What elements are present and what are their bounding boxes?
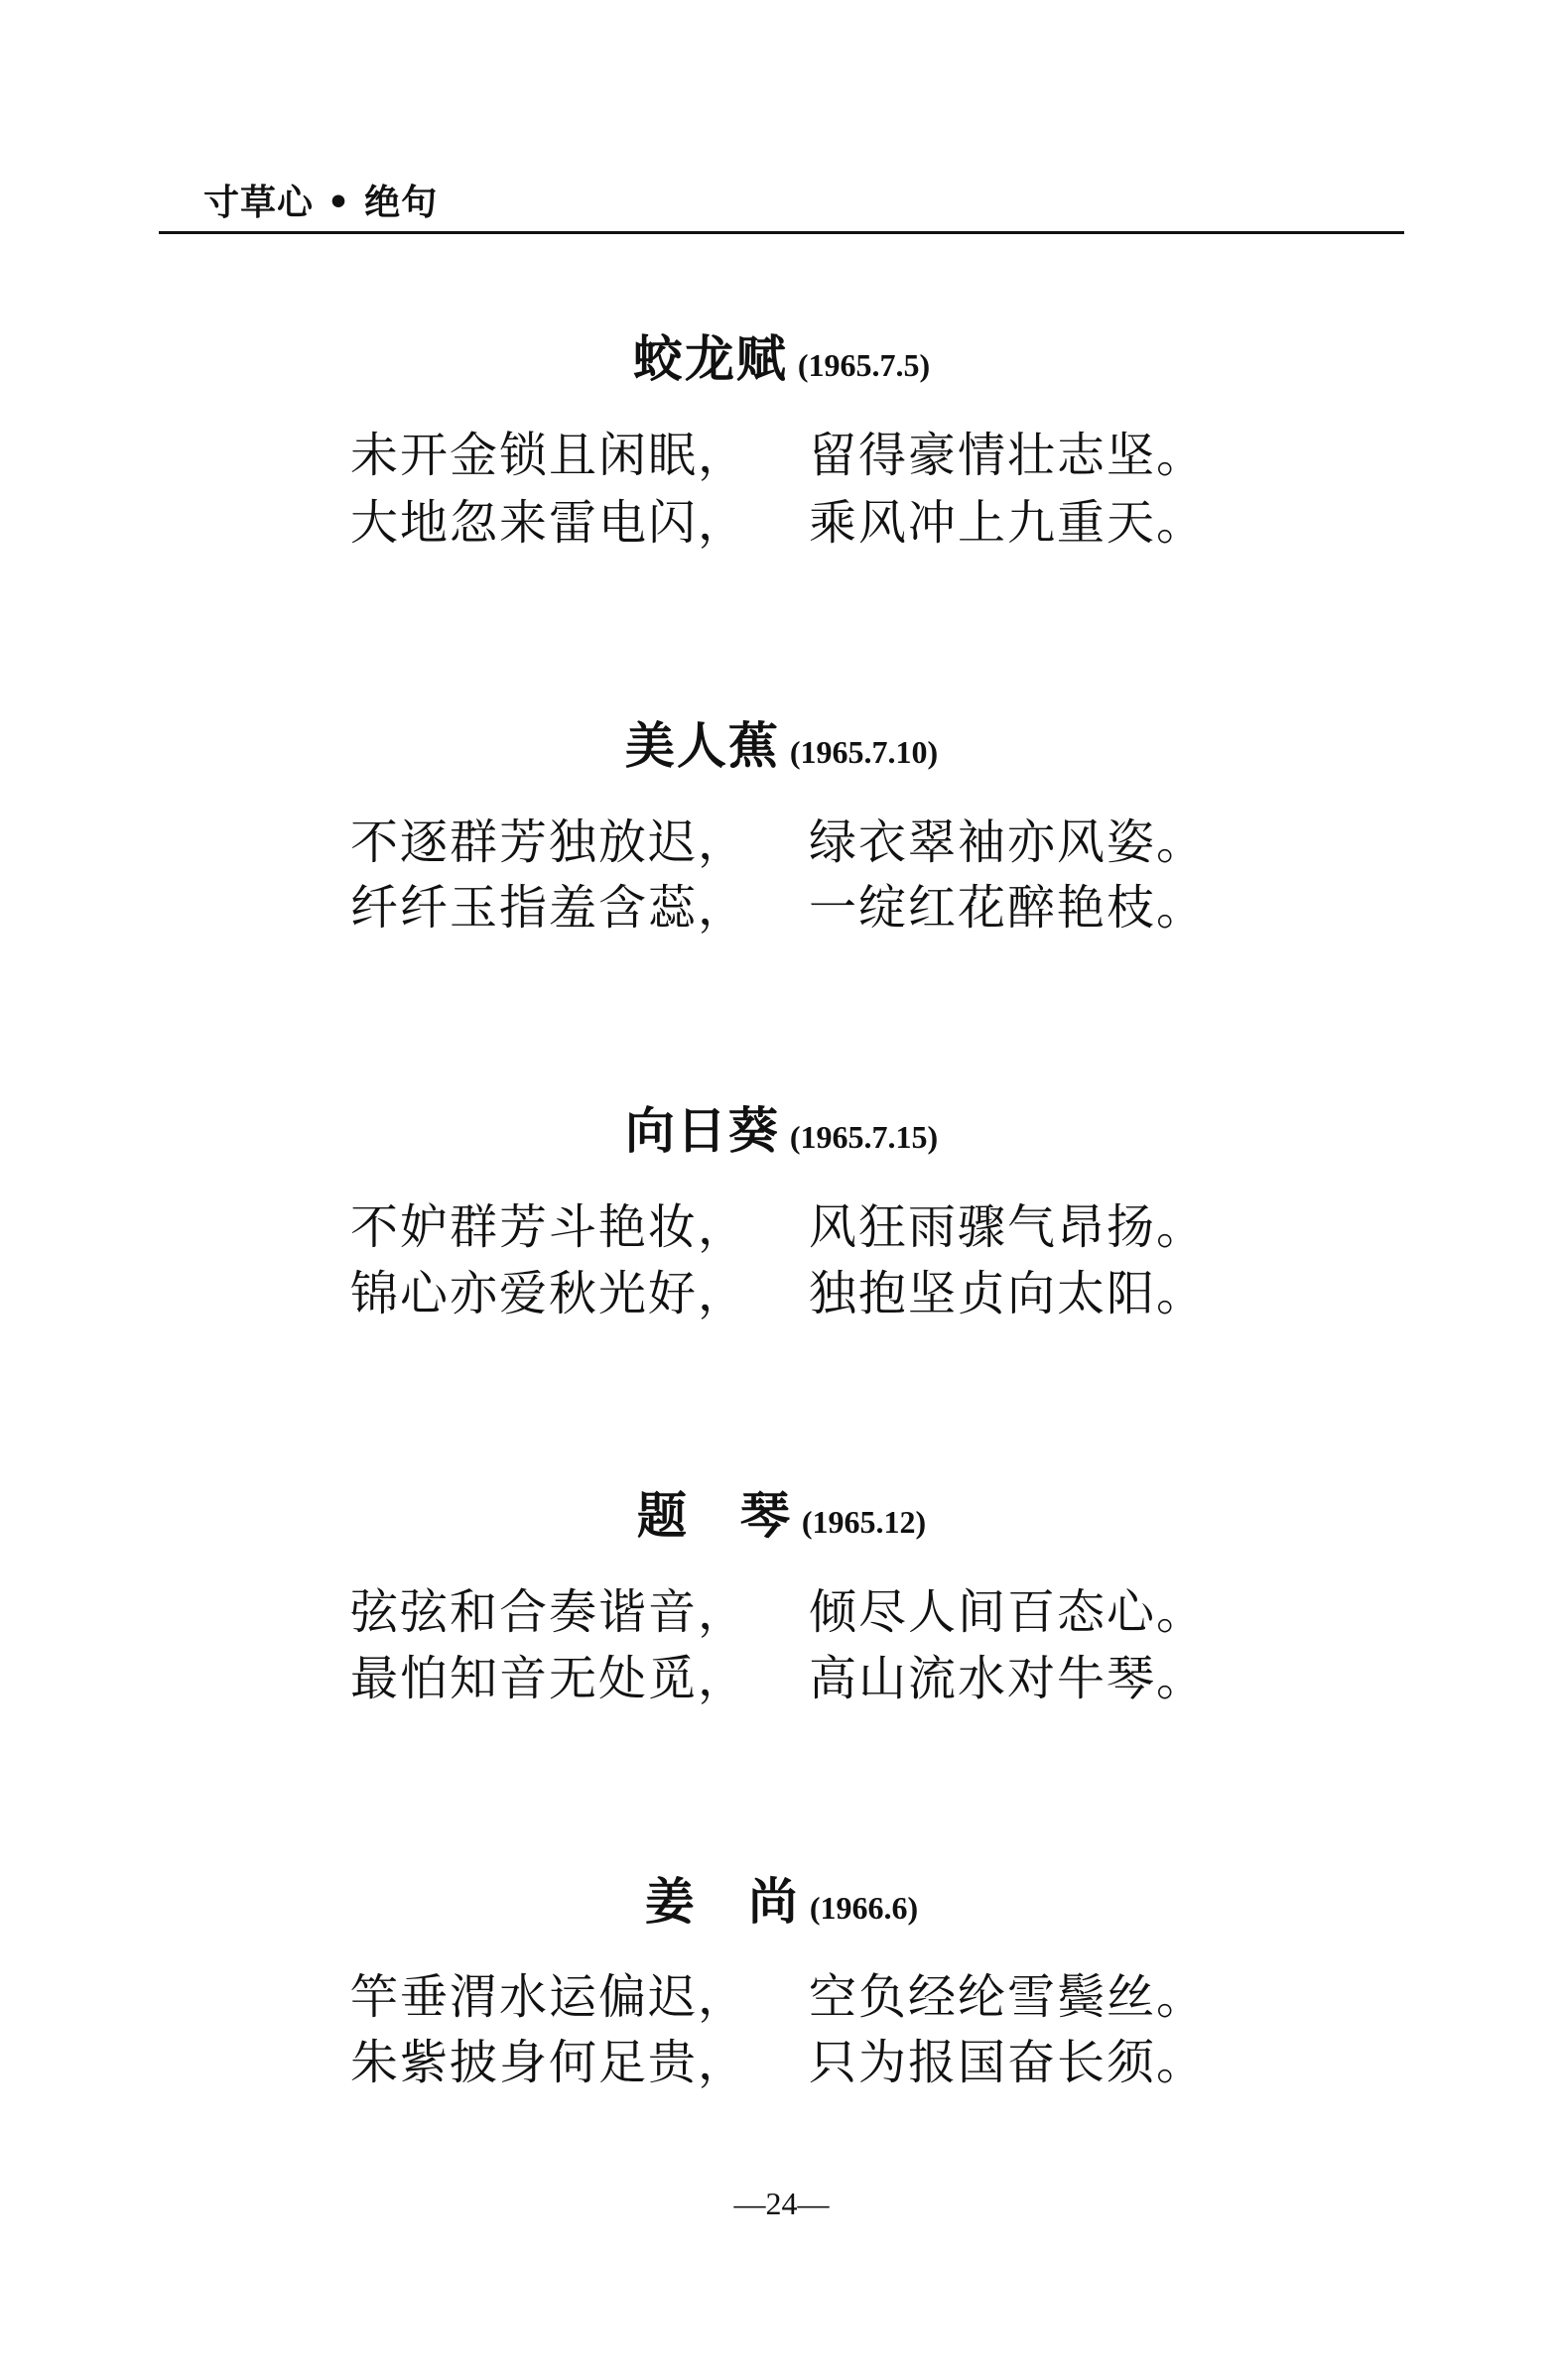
poem-line: 大地忽来雷电闪， — [350, 495, 748, 551]
poem-line: 一绽红花醉艳枝。 — [809, 880, 1207, 936]
poem-line: 空负经纶雪鬓丝。 — [809, 1969, 1207, 2025]
poem-line: 竿垂渭水运偏迟， — [350, 1969, 748, 2025]
page-number: —24— — [733, 2186, 830, 2221]
poem-title: 题 琴 — [636, 1487, 792, 1545]
poem-line: 未开金锁且闲眠， — [350, 428, 748, 483]
poem-line: 最怕知音无处觅， — [350, 1651, 748, 1706]
poem-line: 风狂雨骤气昂扬。 — [809, 1199, 1207, 1255]
poem-date: (1966.6) — [809, 1890, 919, 1926]
poem-date: (1965.7.15) — [789, 1119, 939, 1155]
poem-line: 纤纤玉指羞含蕊， — [350, 880, 748, 936]
header-rule — [159, 231, 1404, 234]
poem-heading — [0, 319, 1563, 391]
poem-line: 独抱坚贞向太阳。 — [809, 1266, 1207, 1321]
poem-line: 留得豪情壮志坚。 — [809, 428, 1207, 483]
poem-date: (1965.7.10) — [789, 734, 939, 770]
poem-line: 高山流水对牛琴。 — [809, 1651, 1207, 1706]
poem-date: (1965.12) — [801, 1504, 927, 1540]
poem-line: 弦弦和合奏谐音， — [350, 1584, 748, 1640]
poem-title: 姜 尚 — [644, 1873, 800, 1931]
poem-line: 锦心亦爱秋光好， — [350, 1266, 748, 1321]
poem-heading — [0, 1862, 1563, 1934]
poem-line: 只为报国奋长须。 — [809, 2035, 1207, 2090]
poem-line: 不妒群芳斗艳妆， — [350, 1199, 748, 1255]
poem-line: 倾尽人间百态心。 — [809, 1584, 1207, 1640]
running-header: 寸草心 • 绝句 — [203, 183, 439, 223]
poem-date: (1965.7.5) — [797, 347, 931, 383]
poem-title: 蛟龙赋 — [632, 330, 788, 388]
poem-title: 向日葵 — [624, 1102, 780, 1160]
poem-heading — [0, 706, 1563, 778]
poem-title: 美人蕉 — [624, 717, 780, 775]
poem-heading — [0, 1476, 1563, 1548]
poem-line: 绿衣翠袖亦风姿。 — [809, 814, 1207, 870]
poem-line: 朱紫披身何足贵， — [350, 2035, 748, 2090]
poem-heading — [0, 1091, 1563, 1163]
poem-line: 乘风冲上九重天。 — [809, 495, 1207, 551]
poem-line: 不逐群芳独放迟， — [350, 814, 748, 870]
